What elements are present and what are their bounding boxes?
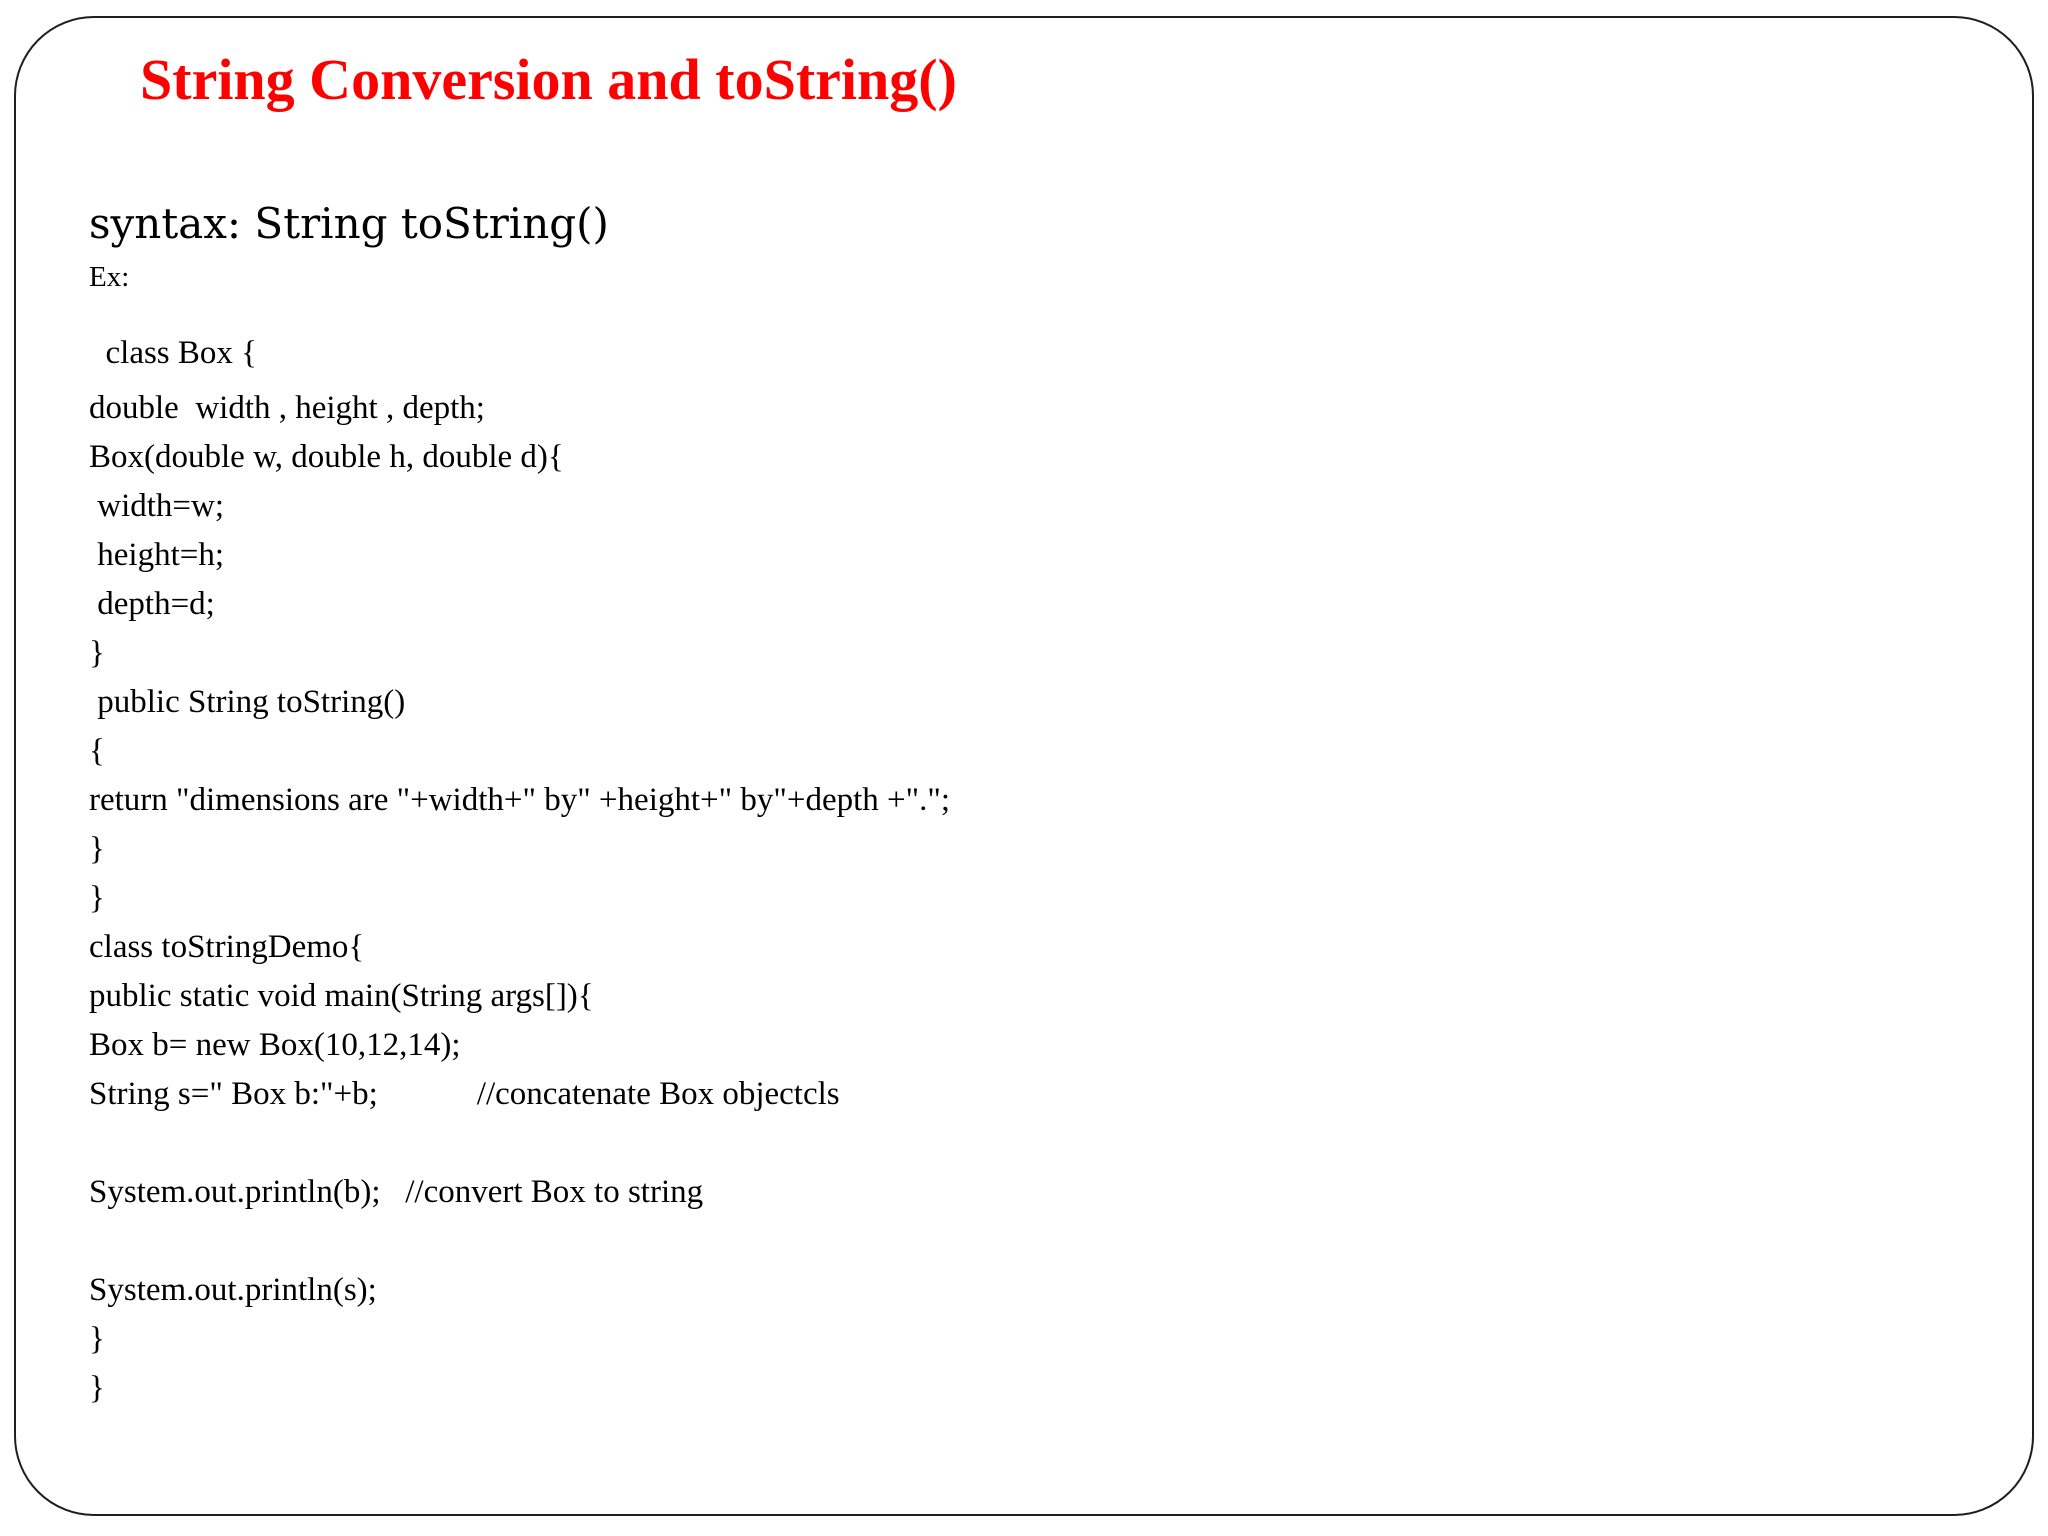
code-line: Box(double w, double h, double d){	[89, 439, 564, 475]
code-line: class Box {	[89, 335, 257, 371]
slide-title: String Conversion and toString()	[140, 47, 957, 112]
code-line: return "dimensions are "+width+" by" +height+" by"+depth +".";	[89, 782, 950, 818]
code-line: height=h;	[89, 537, 225, 573]
code-line: }	[89, 831, 105, 867]
code-line: }	[89, 1370, 105, 1406]
code-line: Box b= new Box(10,12,14);	[89, 1027, 461, 1063]
syntax-line: syntax: String toString()	[89, 199, 609, 248]
code-line: System.out.println(b); //convert Box to string	[89, 1174, 704, 1210]
code-line: }	[89, 880, 105, 916]
code-line: public String toString()	[89, 684, 406, 720]
code-line	[89, 1217, 950, 1266]
code-line: {	[89, 733, 105, 769]
code-block	[89, 329, 950, 1413]
code-line: public static void main(String args[]){	[89, 978, 594, 1014]
code-line	[89, 1119, 950, 1168]
code-line: }	[89, 1321, 105, 1357]
code-line: width=w;	[89, 488, 225, 524]
code-line: }	[89, 635, 105, 671]
example-label: Ex:	[89, 261, 130, 293]
code-line: depth=d;	[89, 586, 215, 622]
code-line: String s=" Box b:"+b; //concatenate Box objectcls	[89, 1076, 840, 1112]
code-line: double width , height , depth;	[89, 390, 485, 426]
code-line: System.out.println(s);	[89, 1272, 377, 1308]
code-line: class toStringDemo{	[89, 929, 365, 965]
